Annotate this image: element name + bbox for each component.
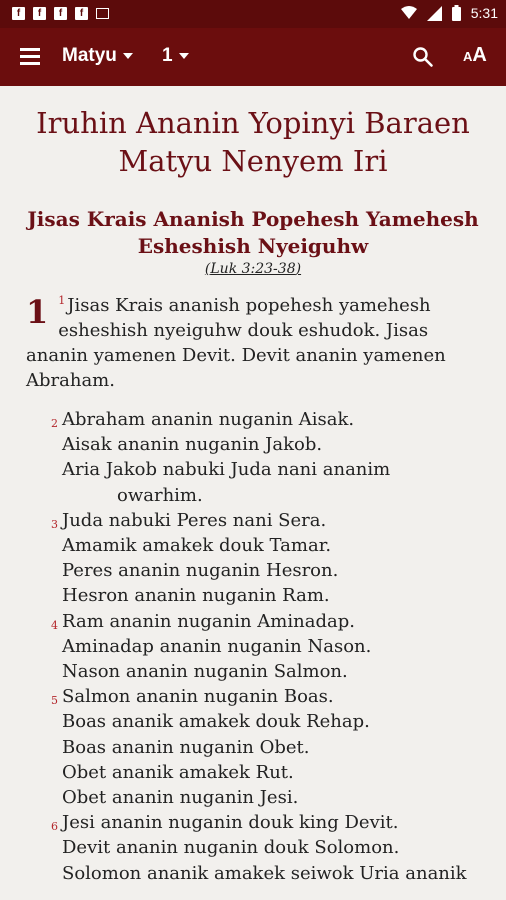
verse-text: Jisas Krais ananish popehesh yamehesh esheshish nyeiguhw douk eshudok. Jisas ananin yamenen Devit. Devit ananin yamenen Abraham. [26, 295, 446, 391]
poetry-line [0, 835, 506, 860]
poetry-line-text: Boas ananin nuganin Obet. [62, 736, 310, 758]
book-selector[interactable] [62, 45, 133, 67]
poetry-line-text: Salmon ananin nuganin Boas. [62, 686, 334, 708]
image-icon [96, 8, 109, 19]
poetry-line-text: Obet ananin nuganin Jesi. [62, 787, 299, 809]
signal-icon [427, 6, 442, 21]
system-indicators [401, 5, 498, 21]
poetry-line-text: Devit ananin nuganin douk Solomon. [62, 837, 400, 859]
poetry-line-text: Aisak ananin nuganin Jakob. [62, 434, 323, 456]
poetry-line [0, 785, 506, 810]
verse-number: 1 [58, 294, 66, 307]
poetry-line [0, 861, 506, 886]
verse-paragraph [26, 293, 480, 393]
poetry-line-text: Hesron ananin nuganin Ram. [62, 585, 330, 607]
text-size-icon[interactable]: AA [463, 44, 487, 66]
verse-number: 4 [51, 618, 58, 632]
poetry-line-text: Aminadap ananin nuganin Nason. [62, 635, 372, 657]
poetry-line-text: Amamik amakek douk Tamar. [62, 535, 332, 557]
chapter-number: 1 [162, 45, 173, 66]
poetry-line-text: Jesi ananin nuganin douk king Devit. [62, 812, 399, 834]
poetry-line [0, 533, 506, 558]
poetry-line-text: Peres ananin nuganin Hesron. [62, 560, 339, 582]
parallel-reference: (Luk 3:23-38) [204, 261, 302, 277]
chapter-drop-number: 1 [26, 293, 49, 331]
chapter-selector[interactable] [162, 45, 189, 67]
verse-number: 6 [51, 820, 58, 834]
status-bar [0, 0, 506, 28]
poetry-line [0, 735, 506, 760]
facebook-icon: f [12, 7, 25, 20]
poetry-line [0, 432, 506, 457]
book-name: Matyu [62, 45, 117, 66]
app-bar [0, 28, 506, 86]
poetry-line-text: Juda nabuki Peres nani Sera. [62, 509, 327, 531]
verse-number: 2 [51, 417, 58, 430]
poetry-line [0, 508, 506, 533]
facebook-icon: f [33, 7, 46, 20]
poetry-line-text: Nason ananin nuganin Salmon. [62, 661, 348, 683]
book-title: Iruhin Ananin Yopinyi Baraen Matyu Nenyem Iri [36, 106, 470, 178]
poetry-line [0, 483, 506, 508]
poetry-line [0, 709, 506, 734]
genealogy-poetry [0, 407, 506, 886]
poetry-line-text: Boas ananik amakek douk Rehap. [62, 711, 370, 733]
poetry-line [0, 558, 506, 583]
verse-number: 5 [51, 694, 58, 708]
facebook-icon: f [54, 7, 67, 20]
notification-icons [12, 7, 109, 20]
parallel-reference-link[interactable]: Luk 3:23-38 [210, 261, 296, 277]
search-icon[interactable] [412, 46, 434, 68]
chevron-down-icon [123, 53, 133, 59]
poetry-line-text: Solomon ananik amakek seiwok Uria ananik [62, 862, 467, 884]
poetry-line [0, 634, 506, 659]
poetry-line-text: owarhim. [117, 484, 203, 506]
poetry-line [0, 609, 506, 634]
facebook-icon: f [75, 7, 88, 20]
poetry-line [0, 659, 506, 684]
clock: 5:31 [470, 5, 498, 21]
poetry-line-text: Ram ananin nuganin Aminadap. [62, 610, 355, 632]
chevron-down-icon [179, 53, 189, 59]
poetry-line-text: Abraham ananin nuganin Aisak. [62, 409, 355, 430]
poetry-line [0, 457, 506, 482]
poetry-line-text: Obet ananik amakek Rut. [62, 761, 294, 783]
scripture-content [0, 86, 506, 900]
wifi-icon [401, 6, 417, 20]
section-heading: Jisas Krais Ananish Popehesh Yamehesh Esheshish Nyeiguhw [27, 207, 479, 258]
poetry-line [0, 760, 506, 785]
verse-number: 3 [51, 517, 58, 531]
poetry-line-text: Aria Jakob nabuki Juda nani ananim [62, 459, 391, 481]
poetry-line [0, 684, 506, 709]
poetry-line [0, 810, 506, 835]
poetry-line [0, 407, 506, 432]
battery-icon [452, 5, 461, 21]
hamburger-menu-icon[interactable] [20, 48, 40, 64]
poetry-line [0, 583, 506, 608]
